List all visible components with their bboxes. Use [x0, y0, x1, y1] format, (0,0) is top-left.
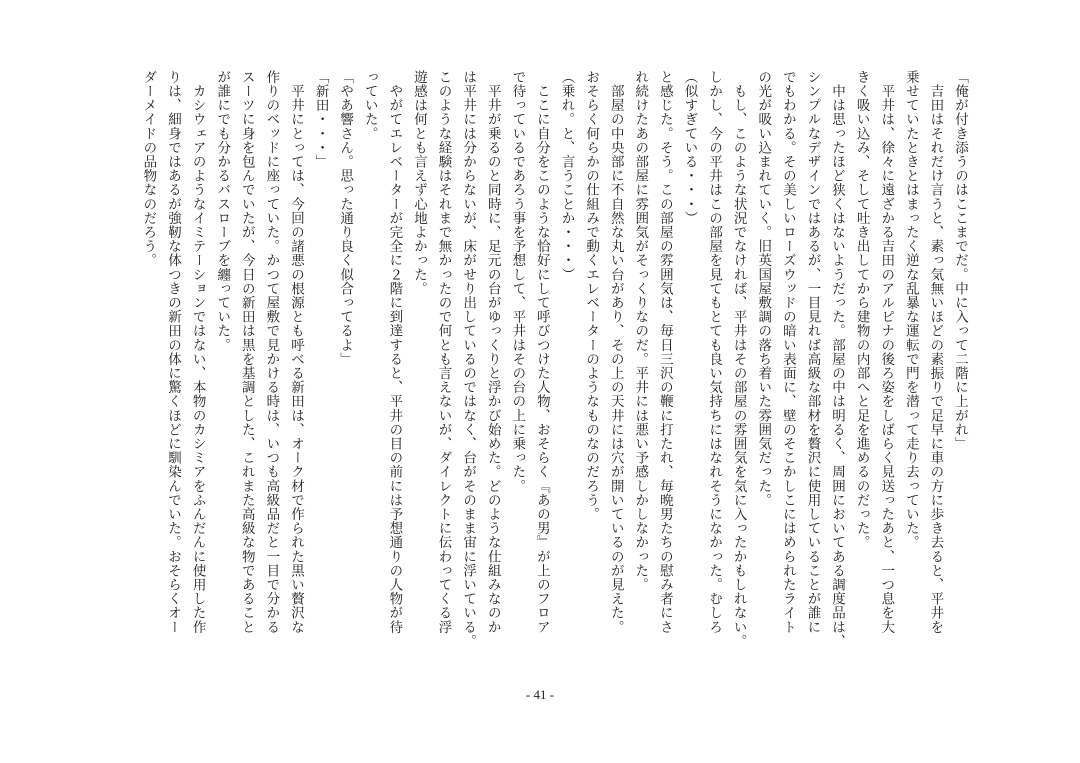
page-number: - 41 - [525, 687, 555, 702]
text-line: の光が吸い込まれていく。旧英国屋敷調の落ち着いた雰囲気だった。 [755, 70, 772, 508]
text-line: で待っているであろう事を予想して、平井はその台の上に乗った。 [509, 70, 526, 493]
novel-body-text [92, 70, 972, 670]
text-line: 平井は、徐々に遠ざかる吉田のアルピナの後ろ姿をしばらく見送ったあと、一つ息を大 [878, 70, 895, 634]
text-line: （乗れ。と、言うことか・・・） [558, 70, 575, 282]
text-line: が誰にでも分かるバスローブを纏っていた。 [214, 70, 231, 352]
text-line: シンプルなデザインではあるが、一目見れば高級な部材を贅沢に使用していることが誰に [804, 70, 821, 634]
text-line: 「新田・・・」 [312, 70, 329, 169]
text-line: りは、細身ではあるが強靭な体つきの新田の体に驚くほどに馴染んでいた。おそらくオー [165, 70, 181, 634]
text-line: 吉田はそれだけ言うと、素っ気無いほどの素振りで足早に車の方に歩き去ると、平井を [927, 70, 944, 634]
text-line: スーツに身を包んでいたが、今日の新田は黒を基調とした、これまた高級な物であること [238, 70, 255, 634]
text-line: 「やあ響さん。思った通り良く似合ってるよ」 [337, 70, 354, 367]
text-line: と感じた。そう。この部屋の雰囲気は、毎日三沢の鞭に打たれ、毎晩男たちの慰み者にさ [656, 70, 673, 634]
text-line: （似すぎている・・・） [681, 70, 698, 226]
text-line: 平井にとっては、今回の諸悪の根源とも呼べる新田は、オーク材で作られた黒い贅沢な [287, 70, 304, 634]
text-line: 平井が乗るのと同時に、足元の台がゆっくりと浮かび始めた。どのような仕組みなのか [484, 70, 501, 634]
text-line: 「俺が付き添うのはここまでだ。中に入って二階に上がれ」 [952, 70, 968, 451]
text-line: ここに自分をこのような恰好にして呼びつけた人物、おそらく『あの男』が上のフロア [533, 70, 550, 634]
text-line: このような経験はそれまで無かったので何とも言えないが、ダイレクトに伝わってくる浮 [435, 70, 452, 634]
text-line: は平井には分からないが、床がせり出しているのではなく、台がそのまま宙に浮いている。 [460, 70, 477, 649]
text-line: カシウェアのようなイミテーションではない、本物のカシミアをふんだんに使用した作 [189, 70, 206, 634]
text-line: しかし、今の平井はこの部屋を見てもとても良い気持ちにはなれそうになかった。むしろ [706, 70, 723, 634]
text-line: でもわかる。その美しいローズウッドの暗い表面に、壁のそこかしこにはめられたライト [779, 70, 796, 634]
text-line: もし、このような状況でなければ、平井はその部屋の雰囲気を気に入ったかもしれない。 [730, 70, 747, 649]
text-line: 部屋の中央部に不自然な丸い台があり、その上の天井には穴が開いているのが見えた。 [607, 70, 624, 634]
text-line: おそらく何らかの仕組みで動くエレベーターのようなものなのだろう。 [583, 70, 600, 522]
text-line: 作りのベッドに座っていた。かつて屋敷で見かける時は、いつも高級品だと一目で分かる [263, 70, 280, 634]
text-line: 中は思ったほど狭くはないようだった。部屋の中は明るく、周囲においてある調度品は、 [829, 70, 846, 649]
text-line: れ続けたあの部屋に雰囲気がそっくりなのだ。平井には悪い予感しかしなかった。 [632, 70, 649, 592]
text-line: 遊感は何とも言えず心地よかった。 [410, 70, 427, 296]
text-line: きく吸い込み、そして吐き出してから建物の内部へと足を進めるのだった。 [853, 70, 870, 550]
text-line: 乗せていたときとはまったく逆な乱暴な運転で門を潜って走り去っていた。 [902, 70, 919, 550]
text-line: っていた。 [361, 70, 378, 141]
text-line: ダーメイドの品物なのだろう。 [140, 70, 157, 268]
text-line: やがてエレベーターが完全に２階に到達すると、平井の目の前には予想通りの人物が待 [386, 70, 403, 634]
